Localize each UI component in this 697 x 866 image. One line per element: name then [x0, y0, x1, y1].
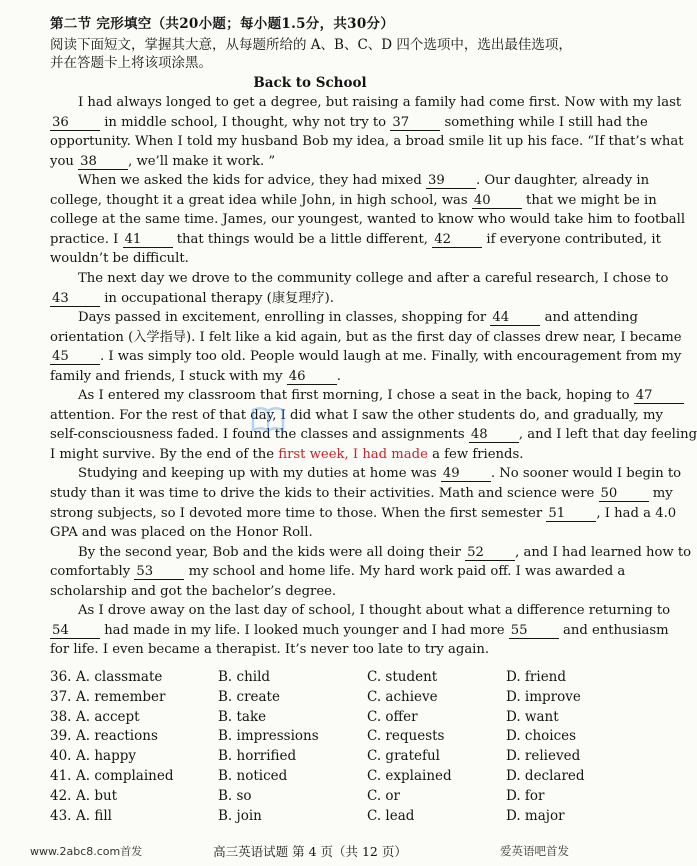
option-c: C. achieve — [367, 688, 438, 705]
question-42-options — [50, 787, 610, 806]
passage-line — [50, 309, 638, 327]
passage-line — [50, 368, 598, 386]
passage-line — [50, 602, 671, 620]
passage-line — [50, 544, 692, 562]
passage-text: The next day we drove to the community college and after a careful research, I chose to — [78, 270, 669, 286]
passage-line — [50, 583, 598, 601]
question-43-options — [50, 807, 610, 826]
passage-line — [50, 446, 598, 464]
option-b: B. noticed — [218, 768, 288, 784]
passage-text: strong subjects, so I devoted more time to those. When the first semester — [50, 505, 547, 521]
question-41-options — [50, 767, 610, 786]
passage-text: my school and home life. My hard work paid off. I was awarded a — [184, 564, 626, 580]
option-d: D. major — [506, 807, 565, 824]
option-b: B. join — [218, 807, 262, 824]
option-a: A. reactions — [76, 728, 158, 745]
passage-text: college at the same time. James, our youngest, wanted to know who would take him to football — [50, 212, 686, 228]
option-a: A. remember — [76, 688, 166, 705]
option-d: D. improve — [506, 688, 581, 705]
passage-text: scholarship and got the bachelor’s degree. — [50, 583, 337, 599]
blank-43: 43 — [50, 291, 100, 307]
highlighted-text: first week, I had made — [278, 446, 428, 462]
blank-47: 47 — [634, 388, 684, 404]
passage-text: for life. I even became a therapist. It’s never too late to try again. — [50, 642, 490, 658]
passage-text: , we’ll make it work. ” — [128, 153, 276, 169]
passage-text: my — [648, 486, 673, 501]
option-a: A. accept — [76, 708, 140, 725]
blank-42: 42 — [432, 232, 482, 248]
passage-text: I might survive. By the end of the — [50, 446, 279, 462]
passage-line — [50, 133, 684, 151]
passage-text: if everyone contributed, it — [482, 231, 661, 247]
option-b: B. child — [218, 669, 271, 685]
passage-line — [50, 211, 686, 229]
passage-line — [50, 348, 682, 366]
passage-line — [50, 524, 598, 542]
option-d: D. friend — [506, 669, 567, 685]
option-b: B. horrified — [218, 748, 297, 765]
blank-39: 39 — [426, 173, 476, 189]
blank-44: 44 — [490, 310, 540, 326]
blank-45: 45 — [50, 349, 100, 365]
passage-line — [50, 329, 682, 347]
question-37-options — [50, 688, 610, 707]
question-39-options — [50, 727, 610, 746]
passage-text: , and I had learned how to — [515, 544, 692, 560]
section-title: 第二节 完形填空（共20小题；每小题1.5分，共30分） — [50, 16, 395, 32]
passage-text: , and I left that day feeling — [518, 427, 697, 443]
instruction-line-2: 并在答题卡上将该项涂黑。 — [50, 55, 212, 71]
passage-text: opportunity. When I told my husband Bob my idea, a broad smile lit up his face. “If that’s what — [50, 134, 684, 150]
passage-text: Days passed in excitement, enrolling in classes, shopping for — [78, 310, 491, 326]
option-a: A. classmate — [76, 669, 163, 685]
passage-text: college, thought it a great idea while John, in high school, was — [50, 192, 472, 208]
blank-40: 40 — [472, 193, 522, 209]
option-b: B. so — [218, 787, 252, 804]
option-b: B. impressions — [218, 728, 319, 745]
passage-text: wouldn’t be difficult. — [50, 251, 189, 267]
passage-text: study than it was time to drive the kids to their activities. Math and science were — [50, 486, 599, 501]
option-c: C. grateful — [367, 748, 440, 765]
blank-49: 49 — [441, 466, 491, 482]
option-d: D. want — [506, 708, 559, 725]
passage-line — [50, 485, 673, 503]
question-38-options — [50, 708, 610, 727]
blank-48: 48 — [469, 427, 519, 443]
passage-line — [50, 465, 682, 483]
passage-text: comfortably — [50, 564, 135, 580]
passage-text: in occupational therapy (康复理疗). — [100, 290, 334, 306]
option-d: D. for — [506, 787, 545, 804]
watermark — [250, 404, 380, 434]
option-a: A. but — [76, 787, 118, 804]
passage-text: a few friends. — [427, 446, 524, 462]
option-a: A. happy — [76, 748, 136, 765]
passage-text: and attending — [540, 310, 638, 326]
passage-text: and enthusiasm — [558, 622, 669, 638]
page-number: 高三英语试题 第 4 页（共 12 页） — [213, 844, 407, 859]
passage-line — [50, 153, 598, 171]
question-number: 37. — [50, 688, 72, 705]
passage-text: When we asked the kids for advice, they had mixed — [78, 173, 426, 189]
option-d: D. choices — [506, 728, 577, 745]
passage-line — [50, 192, 657, 210]
passage-text: you — [50, 153, 79, 169]
blank-54: 54 — [50, 623, 100, 639]
option-d: D. relieved — [506, 748, 581, 765]
passage-line — [50, 641, 598, 659]
passage-text: practice. I — [50, 231, 123, 247]
passage-line — [50, 563, 626, 581]
passage-text: that we might be in — [521, 192, 657, 208]
passage-line — [50, 94, 682, 112]
passage-text: orientation (入学指导). I felt like a kid again, but as the first day of classes drew near, I became — [50, 329, 682, 345]
blank-50: 50 — [599, 486, 649, 502]
option-b: B. take — [218, 708, 267, 725]
blank-52: 52 — [465, 545, 515, 561]
footer-brand: 爱英语吧首发 — [500, 844, 569, 858]
instruction-line-1: 阅读下面短文，掌握其大意，从每题所给的 A、B、C、D 四个选项中，选出最佳选项， — [50, 37, 572, 53]
blank-36: 36 — [50, 115, 100, 131]
blank-55: 55 — [509, 623, 559, 639]
option-a: A. complained — [76, 768, 174, 784]
option-c: C. explained — [367, 768, 452, 784]
question-number: 39. — [50, 728, 72, 745]
option-c: C. student — [367, 669, 438, 685]
passage-text: By the second year, Bob and the kids were all doing their — [78, 544, 466, 560]
blank-41: 41 — [123, 232, 173, 248]
passage-line — [50, 622, 669, 640]
option-a: A. fill — [76, 807, 112, 824]
passage-text: GPA and was placed on the Honor Roll. — [50, 525, 313, 541]
passage-text: I had always longed to get a degree, but raising a family had come first. Now with my last — [78, 95, 682, 110]
passage-line — [50, 114, 648, 132]
blank-38: 38 — [78, 154, 128, 170]
blank-51: 51 — [546, 506, 596, 522]
blank-37: 37 — [390, 115, 440, 131]
question-number: 42. — [50, 787, 72, 804]
passage-line — [50, 387, 653, 405]
question-number: 36. — [50, 669, 72, 685]
passage-text: . Our daughter, already in — [475, 173, 650, 189]
passage-text: . No sooner would I begin to — [490, 466, 682, 482]
option-c: C. or — [367, 787, 401, 804]
passage-line — [50, 505, 677, 523]
option-c: C. requests — [367, 728, 445, 745]
passage-line — [50, 231, 661, 249]
passage-text: self-consciousness faded. I found the classes and assignments — [50, 427, 469, 443]
passage-text: that things would be a little different, — [172, 231, 433, 247]
passage-line — [50, 270, 669, 288]
passage-text: . — [336, 368, 341, 384]
question-number: 40. — [50, 748, 72, 765]
passage-text: . I was simply too old. People would laugh at me. Finally, with encouragement from my — [100, 349, 682, 365]
passage-text: Studying and keeping up with my duties at home was — [78, 466, 441, 482]
question-40-options — [50, 747, 610, 766]
option-c: C. lead — [367, 807, 415, 824]
passage-text: As I drove away on the last day of school, I thought about what a difference returning to — [78, 603, 671, 619]
passage-line — [50, 290, 598, 308]
passage-text: , I had a 4.0 — [596, 505, 677, 521]
blank-46: 46 — [287, 369, 337, 385]
passage-text: in middle school, I thought, why not try to — [100, 114, 391, 130]
passage-line — [50, 250, 598, 268]
passage-text: attention. For the rest of that day, I did what I saw the other students do, and gradually, my — [50, 407, 664, 423]
option-b: B. create — [218, 688, 280, 705]
book-logo-icon — [250, 404, 286, 434]
passage-text: family and friends, I stuck with my — [50, 368, 287, 384]
passage-text: something while I still had the — [440, 114, 648, 130]
option-c: C. offer — [367, 708, 418, 725]
question-number: 43. — [50, 807, 72, 824]
option-d: D. declared — [506, 768, 585, 784]
question-number: 38. — [50, 708, 72, 725]
passage-title: Back to School — [253, 75, 367, 91]
question-36-options — [50, 668, 610, 687]
passage-line — [50, 172, 650, 190]
question-number: 41. — [50, 768, 72, 784]
passage-text: As I entered my classroom that first morning, I chose a seat in the back, hoping to — [78, 388, 634, 404]
blank-53: 53 — [134, 564, 184, 580]
footer-source: www.2abc8.com首发 — [30, 845, 143, 858]
passage-text: had made in my life. I looked much younger and I had more — [100, 622, 509, 638]
